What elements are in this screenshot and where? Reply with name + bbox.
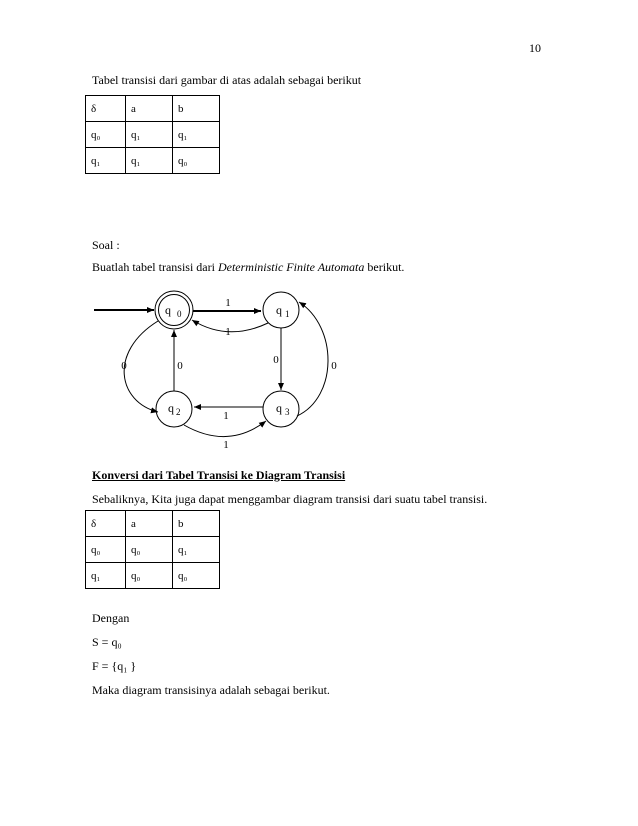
closing-paragraph: Maka diagram transisinya adalah sebagai berikut. (92, 683, 330, 697)
state-q2 (156, 391, 192, 427)
dengan-label: Dengan (92, 611, 130, 625)
section-intro: Sebaliknya, Kita juga dapat menggambar diagram transisi dari suatu tabel transisi. (92, 492, 488, 506)
table-cell: q₁ (173, 537, 220, 563)
state-q1-label: q (276, 303, 282, 317)
edge-label-q0-q1: 1 (225, 297, 231, 309)
state-q2-subscript: 2 (176, 407, 181, 417)
state-q0-subscript: 0 (177, 309, 182, 319)
transition-table-2 (85, 510, 220, 589)
edge-label-q2-q0: 0 (177, 360, 183, 372)
table-cell: a (126, 511, 173, 537)
page-number: 10 (529, 41, 541, 55)
table-cell: q₁ (126, 122, 173, 148)
table-cell: q₁ (173, 122, 220, 148)
table-row (86, 537, 220, 563)
state-q1 (263, 292, 299, 328)
soal-text (92, 260, 404, 274)
table-header-row (86, 96, 220, 122)
table-cell: q₀ (126, 563, 173, 589)
table-cell: δ (86, 511, 126, 537)
table-row (86, 148, 220, 174)
edge-label-q3-q1-outer: 0 (331, 360, 337, 372)
soal-label: Soal : (92, 238, 120, 252)
table-cell: δ (86, 96, 126, 122)
table-cell: q₀ (173, 563, 220, 589)
table-cell: b (173, 96, 220, 122)
table-row (86, 122, 220, 148)
table-header-row (86, 511, 220, 537)
state-q2-label: q (168, 401, 174, 415)
section-heading: Konversi dari Tabel Transisi ke Diagram Transisi (92, 468, 346, 482)
soal-text-end: berikut. (364, 260, 405, 274)
table-cell: q₁ (126, 148, 173, 174)
state-q3-label: q (276, 401, 282, 415)
intro-paragraph: Tabel transisi dari gambar di atas adalah sebagai berikut (92, 73, 362, 87)
table-cell: q₀ (86, 122, 126, 148)
edge-label-q2-q3-outer: 1 (223, 439, 229, 451)
edge-label-q3-q2: 1 (223, 410, 229, 422)
table-cell: q₀ (86, 537, 126, 563)
edge-label-q1-q3: 0 (273, 354, 279, 366)
table-cell: q₁ (86, 148, 126, 174)
table-cell: b (173, 511, 220, 537)
table-cell: a (126, 96, 173, 122)
table-cell: q₁ (86, 563, 126, 589)
state-q0 (155, 291, 193, 329)
dfa-diagram (88, 282, 358, 454)
state-q3-subscript: 3 (285, 407, 290, 417)
start-state-definition: S = q₀ (92, 635, 122, 649)
state-q1-subscript: 1 (285, 309, 290, 319)
soal-text-italic: Deterministic Finite Automata (217, 260, 365, 274)
table-row (86, 563, 220, 589)
edge-q3-q1-outer (297, 302, 328, 416)
edge-q0-q2-outer (124, 321, 158, 412)
edge-label-q0-q2-outer: 0 (121, 360, 127, 372)
table-cell: q₀ (126, 537, 173, 563)
state-q0-label: q (165, 303, 171, 317)
transition-table-1 (85, 95, 220, 174)
table-cell: q₀ (173, 148, 220, 174)
edge-q2-q3-outer (184, 421, 266, 437)
state-q3 (263, 391, 299, 427)
soal-text-start: Buatlah tabel transisi dari (92, 260, 218, 274)
edge-label-q1-q0: 1 (225, 326, 231, 338)
final-state-definition: F = {q₁ } (92, 659, 137, 673)
